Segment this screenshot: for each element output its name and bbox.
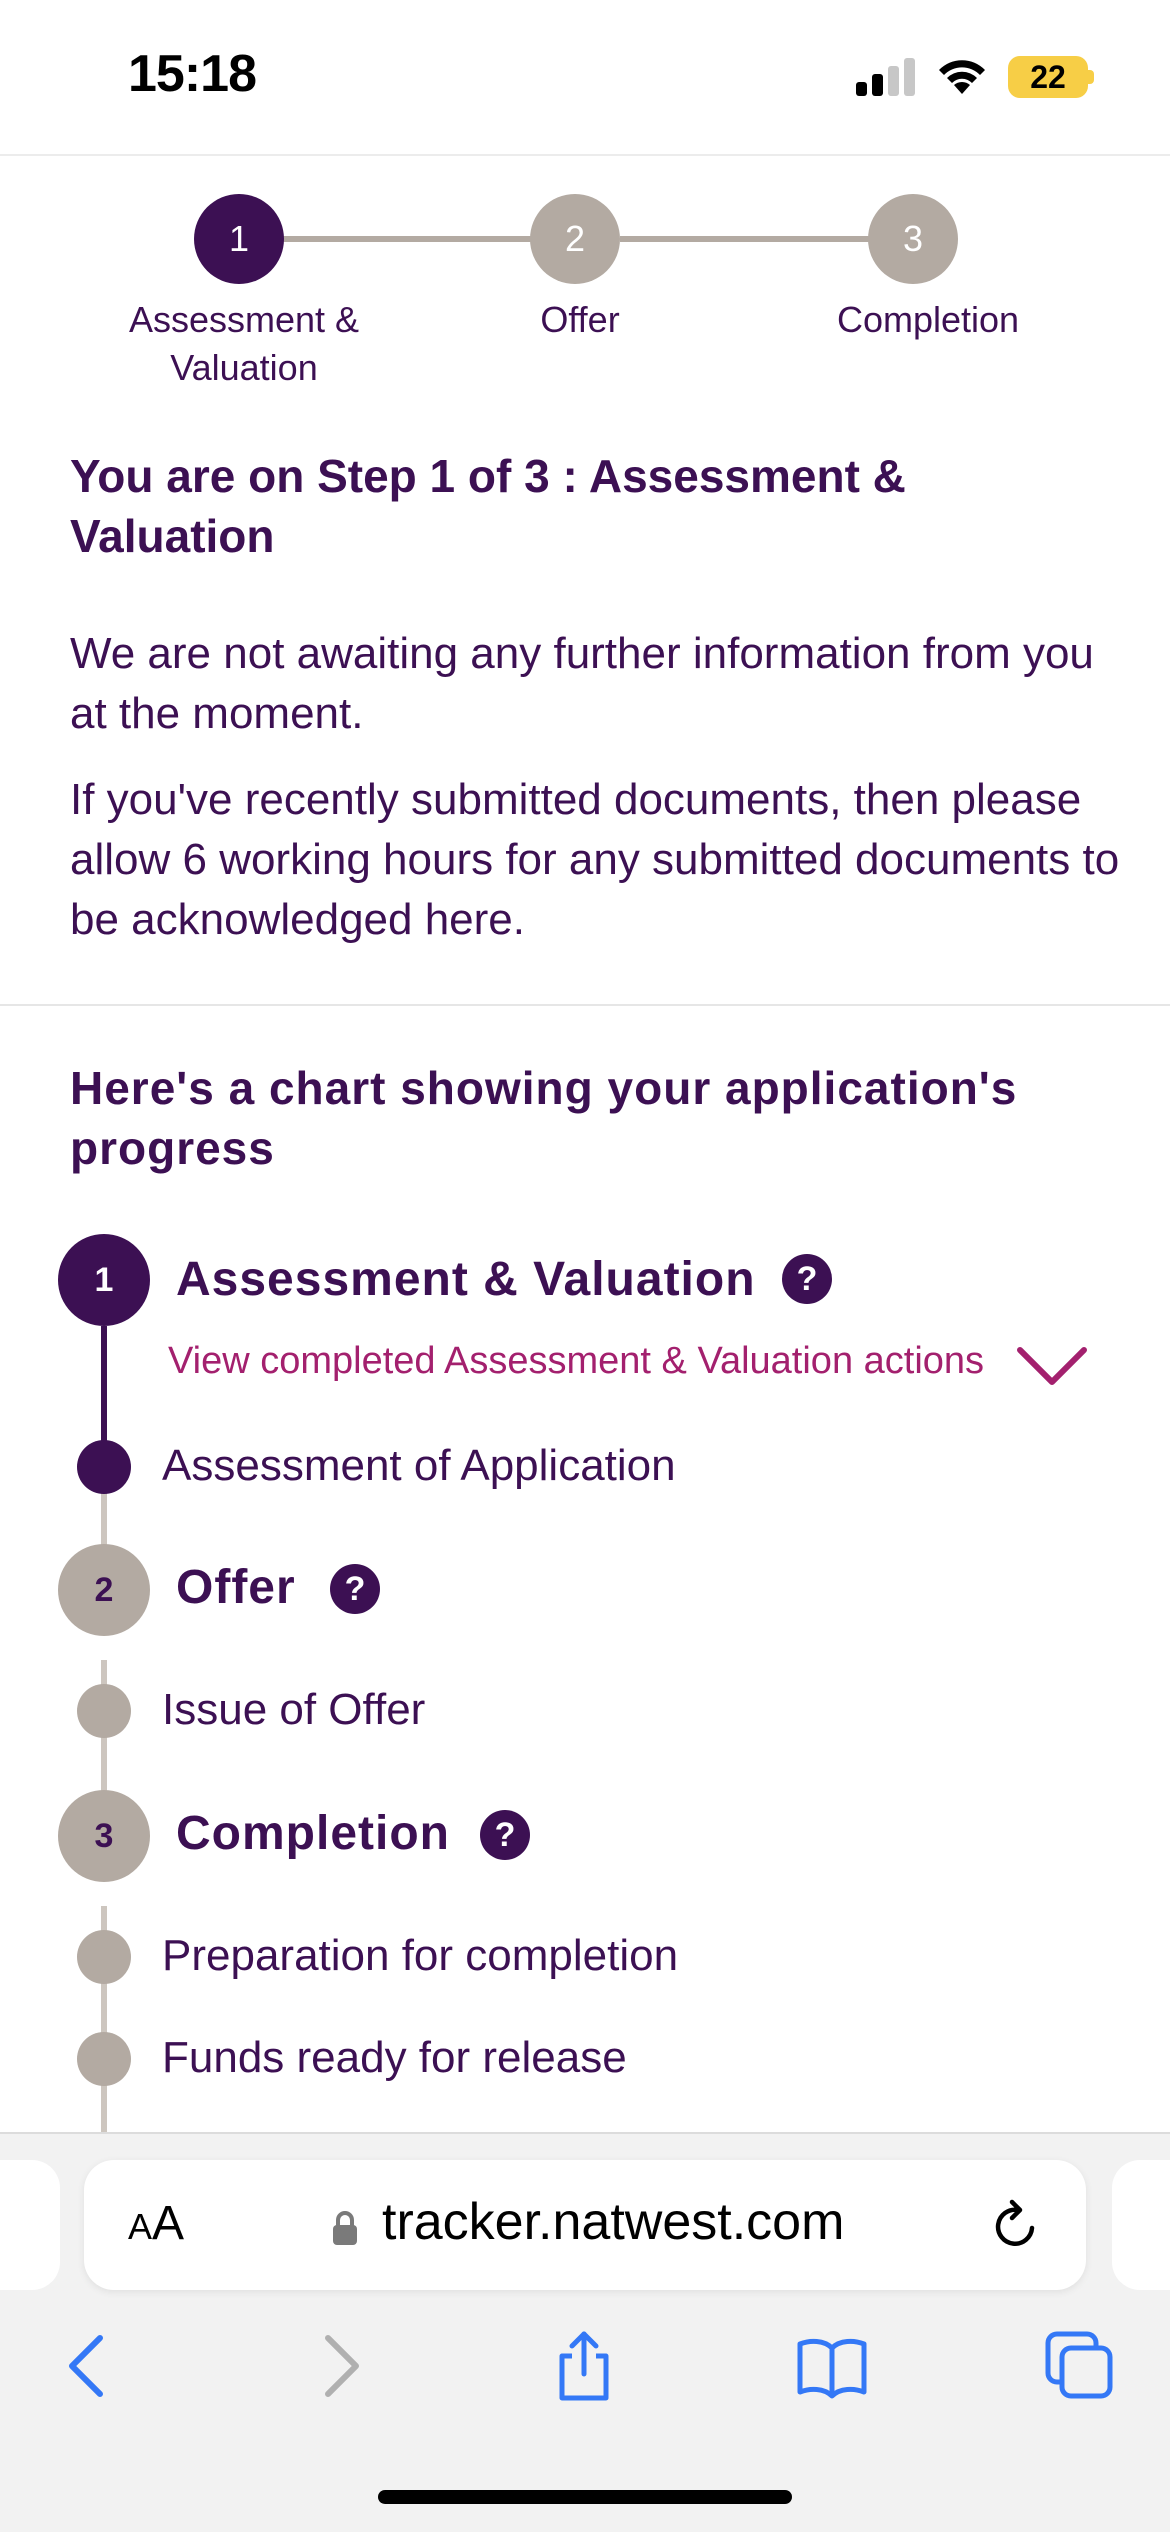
- stage-title-1: Assessment & Valuation: [176, 1253, 756, 1306]
- stepper-connector: [282, 236, 532, 242]
- home-indicator[interactable]: [378, 2490, 792, 2504]
- help-icon[interactable]: ?: [480, 1810, 530, 1860]
- sub-step-funds-ready-for-release: Funds ready for release: [162, 2033, 627, 2082]
- help-icon[interactable]: ?: [782, 1254, 832, 1304]
- stage-circle-1: 1: [58, 1234, 150, 1326]
- wifi-icon: [934, 54, 990, 96]
- browser-toolbar: [0, 2132, 1170, 2532]
- stepper-circle-2: 2: [530, 194, 620, 284]
- info-paragraph-1: We are not awaiting any further information from you at the moment.: [70, 629, 1094, 738]
- top-stepper: [0, 156, 1170, 406]
- address-bar[interactable]: [84, 2160, 1086, 2290]
- status-bar: [0, 0, 1170, 156]
- share-icon[interactable]: [548, 2330, 620, 2402]
- sub-step-preparation-for-completion: Preparation for completion: [162, 1931, 679, 1980]
- stepper-label-2: Offer: [540, 299, 620, 340]
- battery-nub: [1088, 70, 1094, 84]
- sub-step-issue-of-offer: Issue of Offer: [162, 1685, 426, 1734]
- next-tab-peek[interactable]: [1112, 2160, 1170, 2290]
- chevron-down-icon[interactable]: [1016, 1344, 1088, 1390]
- stepper-connector: [620, 236, 870, 242]
- info-paragraph-2: If you've recently submitted documents, then please allow 6 working hours for any submitted documents to be acknowledged here.: [70, 775, 1120, 944]
- battery-icon: 22: [1008, 56, 1088, 98]
- previous-tab-peek[interactable]: [0, 2160, 60, 2290]
- status-time: 15:18: [128, 45, 256, 103]
- stepper-label-1: Assessment & Valuation: [128, 299, 360, 388]
- reload-icon[interactable]: [988, 2198, 1044, 2254]
- sub-step-assessment-of-application: Assessment of Application: [162, 1441, 676, 1490]
- stage-circle-2: 2: [58, 1544, 150, 1636]
- progress-chart-title: Here's a chart showing your application's progress: [70, 1062, 1018, 1174]
- stage-title-2: Offer: [176, 1561, 296, 1614]
- stepper-circle-1: 1: [194, 194, 284, 284]
- view-completed-actions-link[interactable]: View completed Assessment & Valuation actions: [168, 1340, 985, 1382]
- url-text[interactable]: tracker.natwest.com: [382, 2193, 845, 2251]
- back-icon[interactable]: [52, 2330, 124, 2402]
- sub-step-dot: [77, 1930, 131, 1984]
- forward-icon[interactable]: [304, 2330, 376, 2402]
- bookmarks-icon[interactable]: [796, 2330, 868, 2402]
- section-divider: [0, 1004, 1170, 1006]
- stage-title-3: Completion: [176, 1807, 450, 1860]
- stepper-label-3: Completion: [836, 299, 1020, 340]
- sub-step-dot-done: [77, 1440, 131, 1494]
- sub-step-dot: [77, 2032, 131, 2086]
- lock-icon: [330, 2210, 360, 2246]
- tabs-icon[interactable]: [1044, 2330, 1116, 2402]
- sub-step-dot: [77, 1684, 131, 1738]
- stepper-circle-3: 3: [868, 194, 958, 284]
- reader-options-button[interactable]: AA: [128, 2197, 185, 2250]
- signal-icon: [856, 58, 916, 96]
- current-step-title: You are on Step 1 of 3 : Assessment & Valuation: [70, 450, 906, 562]
- help-icon[interactable]: ?: [330, 1564, 380, 1614]
- stage-circle-3: 3: [58, 1790, 150, 1882]
